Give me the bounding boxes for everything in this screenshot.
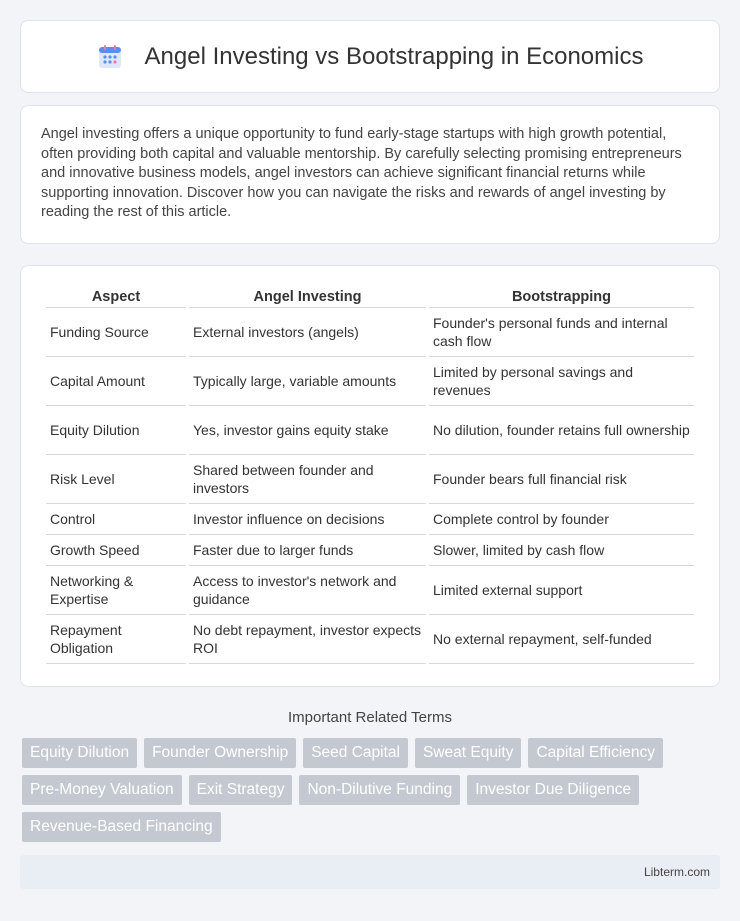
table-cell: Control (46, 504, 186, 535)
footer (20, 855, 720, 889)
table-cell: Slower, limited by cash flow (429, 535, 694, 566)
column-header-aspect: Aspect (46, 286, 186, 308)
table-row (46, 308, 694, 357)
table-row (46, 535, 694, 566)
table-cell: No external repayment, self-funded (429, 615, 694, 664)
tag-sweat-equity[interactable]: Sweat Equity (415, 738, 521, 768)
table-cell: Limited by personal savings and revenues (429, 357, 694, 406)
column-header-bootstrapping: Bootstrapping (429, 286, 694, 308)
table-row (46, 357, 694, 406)
table-cell: External investors (angels) (189, 308, 426, 357)
table-cell: Limited external support (429, 566, 694, 615)
table-cell: Repayment Obligation (46, 615, 186, 664)
tag-founder-ownership[interactable]: Founder Ownership (144, 738, 296, 768)
table-cell: Risk Level (46, 455, 186, 504)
table-cell: Founder bears full financial risk (429, 455, 694, 504)
table-row (46, 566, 694, 615)
table-cell: Funding Source (46, 308, 186, 357)
table-cell: Founder's personal funds and internal cash flow (429, 308, 694, 357)
table-cell: Access to investor's network and guidance (189, 566, 426, 615)
comparison-card (20, 265, 720, 687)
tag-equity-dilution[interactable]: Equity Dilution (22, 738, 137, 768)
table-cell: Networking & Expertise (46, 566, 186, 615)
table-cell: No dilution, founder retains full ownership (429, 406, 694, 455)
page-header (20, 20, 720, 93)
comparison-table (43, 286, 697, 664)
intro-card (20, 105, 720, 244)
table-cell: Yes, investor gains equity stake (189, 406, 426, 455)
table-cell: Complete control by founder (429, 504, 694, 535)
table-row (46, 504, 694, 535)
tag-seed-capital[interactable]: Seed Capital (303, 738, 408, 768)
table-cell: Capital Amount (46, 357, 186, 406)
tag-non-dilutive-funding[interactable]: Non-Dilutive Funding (299, 775, 460, 805)
table-cell: Typically large, variable amounts (189, 357, 426, 406)
page-title: Angel Investing vs Bootstrapping in Economics (144, 42, 644, 70)
intro-text: Angel investing offers a unique opportunity to fund early-stage startups with high growth potential, often providing both capital and valuable mentorship. By carefully selecting promising entrepreneurs and innovative business models, angel investors can achieve significant financial returns while supporting innovation. Discover how you can navigate the risks and rewards of angel investing by reading the rest of this article. (41, 126, 682, 220)
calendar-grid-icon (97, 44, 123, 70)
tag-revenue-based-financing[interactable]: Revenue-Based Financing (22, 812, 221, 842)
footer-brand-link[interactable]: Libterm.com (643, 864, 710, 879)
column-header-angel-investing: Angel Investing (189, 286, 426, 308)
table-cell: No debt repayment, investor expects ROI (189, 615, 426, 664)
tag-pre-money-valuation[interactable]: Pre-Money Valuation (22, 775, 182, 805)
related-terms-title: Important Related Terms (288, 708, 452, 726)
table-row (46, 615, 694, 664)
tag-capital-efficiency[interactable]: Capital Efficiency (528, 738, 663, 768)
tag-investor-due-diligence[interactable]: Investor Due Diligence (467, 775, 639, 805)
table-header-row (46, 286, 694, 308)
related-terms-tags (22, 738, 720, 842)
table-cell: Growth Speed (46, 535, 186, 566)
table-cell: Equity Dilution (46, 406, 186, 455)
table-cell: Investor influence on decisions (189, 504, 426, 535)
table-cell: Shared between founder and investors (189, 455, 426, 504)
tag-exit-strategy[interactable]: Exit Strategy (189, 775, 293, 805)
table-row (46, 406, 694, 455)
table-row (46, 455, 694, 504)
table-cell: Faster due to larger funds (189, 535, 426, 566)
